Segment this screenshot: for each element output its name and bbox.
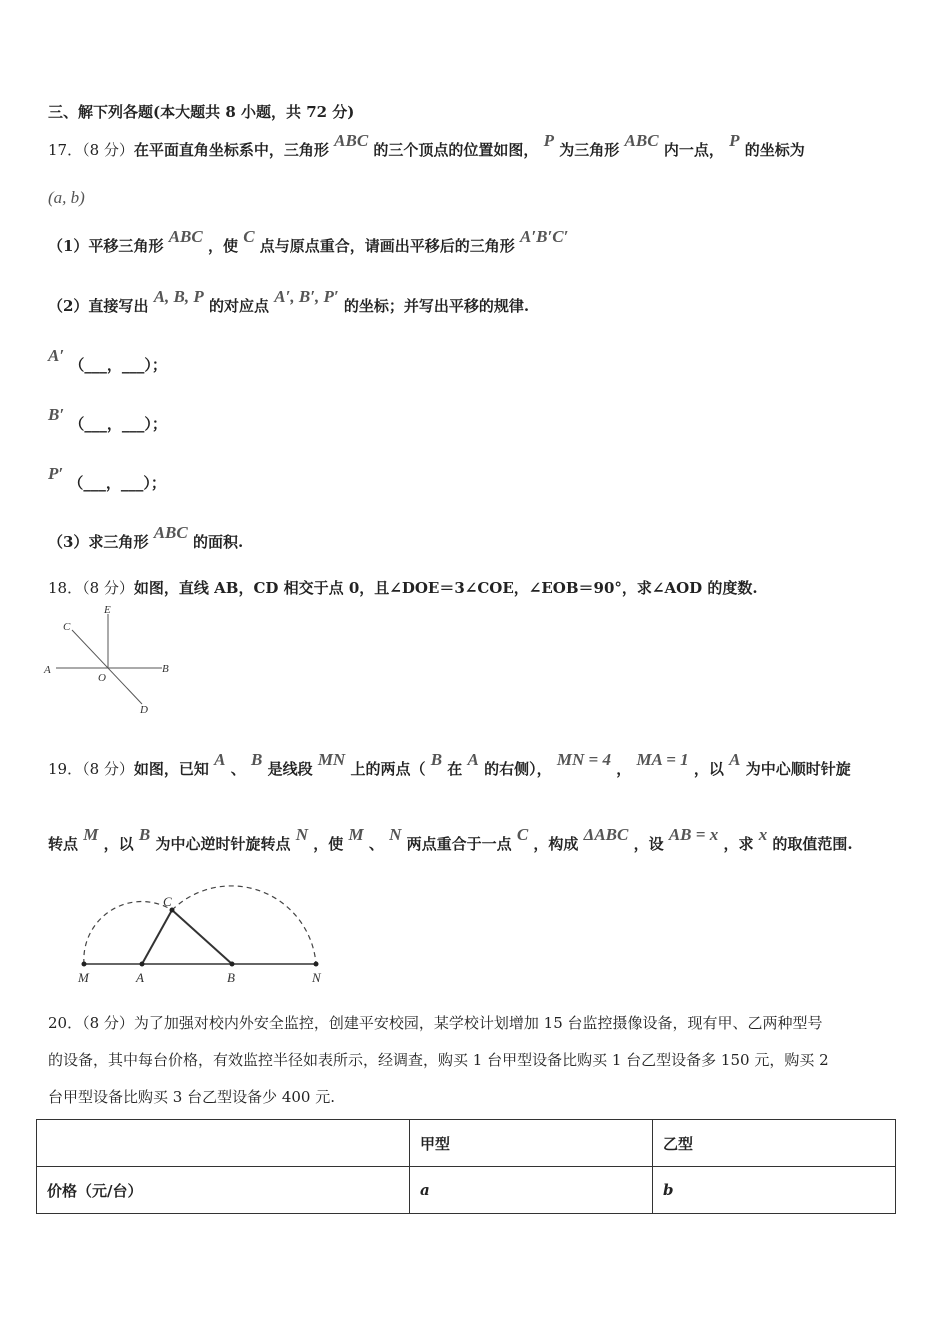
point-N (314, 962, 319, 967)
label-B: B (162, 663, 169, 675)
answer-blank[interactable]: （___，___）； (69, 356, 167, 374)
math-M: M (348, 825, 364, 844)
math-P: P (543, 131, 555, 150)
math-A: A (214, 750, 226, 769)
math-B: B (430, 750, 443, 769)
label-B: B (227, 970, 235, 985)
q19-line1: 19．（8 分）如图，已知 A 、 B 是线段 MN 上的两点（ B 在 A 的右侧）， MN = 4 ， MA = 1 ，以 A 为中心顺时针旋 (48, 750, 851, 778)
price-table (36, 1119, 896, 1214)
arc-CN (172, 886, 316, 964)
point-B (230, 962, 235, 967)
q18-figure (40, 602, 180, 717)
label-A: A (44, 664, 51, 676)
q17-part3: （3）求三角形 ABC 的面积. (48, 523, 244, 551)
math-C: C (516, 825, 529, 844)
q17-line1: 17．（8 分）在平面直角坐标系中，三角形 ABC 的三个顶点的位置如图， P 为三角形 ABC 内一点， P 的坐标为 (48, 131, 805, 159)
math-MN: MN (317, 750, 346, 769)
label-C: C (63, 621, 71, 633)
answer-row (48, 464, 166, 493)
math-AB-eq-x: AB = x (668, 825, 719, 844)
math-ABC: ABC (624, 131, 659, 150)
table-header-cell: 甲型 (410, 1120, 653, 1167)
table-cell: 价格（元/台） (37, 1167, 410, 1214)
q17-part1: （1）平移三角形 ABC ，使 C 点与原点重合，请画出平移后的三角形 A′B′C′ (48, 227, 569, 255)
q17-line2 (48, 188, 85, 208)
q17-part2: （2）直接写出 A, B, P 的对应点 A′, B′, P′ 的坐标；并写出平移的规律. (48, 287, 530, 315)
answer-label: P′ (48, 464, 64, 483)
section-title: 三、解下列各题(本大题共 8 小题，共 72 分) (48, 103, 355, 121)
q18-number: 18．（8 分） (48, 579, 134, 597)
answer-blank[interactable]: （___，___）； (69, 415, 167, 433)
q19-number: 19．（8 分） (48, 760, 134, 778)
answer-label: A′ (48, 346, 65, 365)
math-A: A (729, 750, 741, 769)
math-M: M (83, 825, 99, 844)
label-A: A (136, 970, 144, 985)
segment-AC (142, 910, 172, 964)
math-A: A (467, 750, 479, 769)
math-ABC: ABC (153, 523, 188, 542)
math-N: N (295, 825, 308, 844)
math-ABP: A, B, P (153, 287, 204, 306)
point-A (140, 962, 145, 967)
math-ABP-prime: A′, B′, P′ (274, 287, 339, 306)
q20-line3: 台甲型设备比购买 3 台乙型设备少 400 元. (48, 1088, 336, 1106)
math-MN-eq: MN = 4 (556, 750, 611, 769)
math-P: P (729, 131, 740, 150)
math-x: x (758, 825, 768, 844)
line-CD (72, 630, 142, 704)
answer-blank[interactable]: （___，___）； (68, 474, 166, 492)
math-ABC: ABC (334, 131, 369, 150)
label-O: O (98, 672, 106, 684)
q19-line2: 转点 M ，以 B 为中心逆时针旋转点 N ，使 M 、 N 两点重合于一点 C ，构成 ΔABC ，设 AB = x ，求 x 的取值范围. (48, 825, 853, 853)
label-C: C (163, 894, 172, 909)
math-B: B (138, 825, 151, 844)
label-D: D (140, 704, 148, 716)
math-N: N (389, 825, 402, 844)
label-N: N (312, 970, 321, 985)
math-ABC: ABC (168, 227, 203, 246)
label-E: E (104, 604, 111, 616)
math-C: C (243, 227, 255, 246)
math-triangle-ABC: ΔABC (583, 825, 629, 844)
segment-CB (172, 910, 232, 964)
q18-line (48, 578, 758, 598)
math-ab: (a, b) (48, 188, 85, 207)
q19-figure (70, 870, 340, 988)
table-cell: a (410, 1167, 653, 1214)
table-header-cell: 乙型 (653, 1120, 896, 1167)
q20-line2: 的设备，其中每台价格，有效监控半径如表所示，经调查，购买 1 台甲型设备比购买 1 台乙型设备多 150 元，购买 2 (48, 1051, 829, 1069)
table-cell: b (653, 1167, 896, 1214)
answer-row (48, 346, 167, 375)
point-M (82, 962, 87, 967)
answer-row (48, 405, 167, 434)
q18-text: 如图，直线 AB，CD 相交于点 0，且∠DOE＝3∠COE，∠EOB＝90°，求∠AOD 的度数. (133, 579, 758, 597)
label-M: M (78, 970, 89, 985)
answer-label: B′ (48, 405, 65, 424)
math-MA-eq: MA = 1 (636, 750, 689, 769)
table-header-cell (37, 1120, 410, 1167)
table-row (37, 1167, 896, 1214)
q17-number: 17．（8 分） (48, 141, 134, 159)
q20-line1: 20．（8 分）为了加强对校内外安全监控，创建平安校园，某学校计划增加 15 台监控摄像设备，现有甲、乙两种型号 (48, 1014, 823, 1032)
math-B: B (250, 750, 263, 769)
table-header-row (37, 1120, 896, 1167)
math-ABC-prime: A′B′C′ (520, 227, 569, 246)
